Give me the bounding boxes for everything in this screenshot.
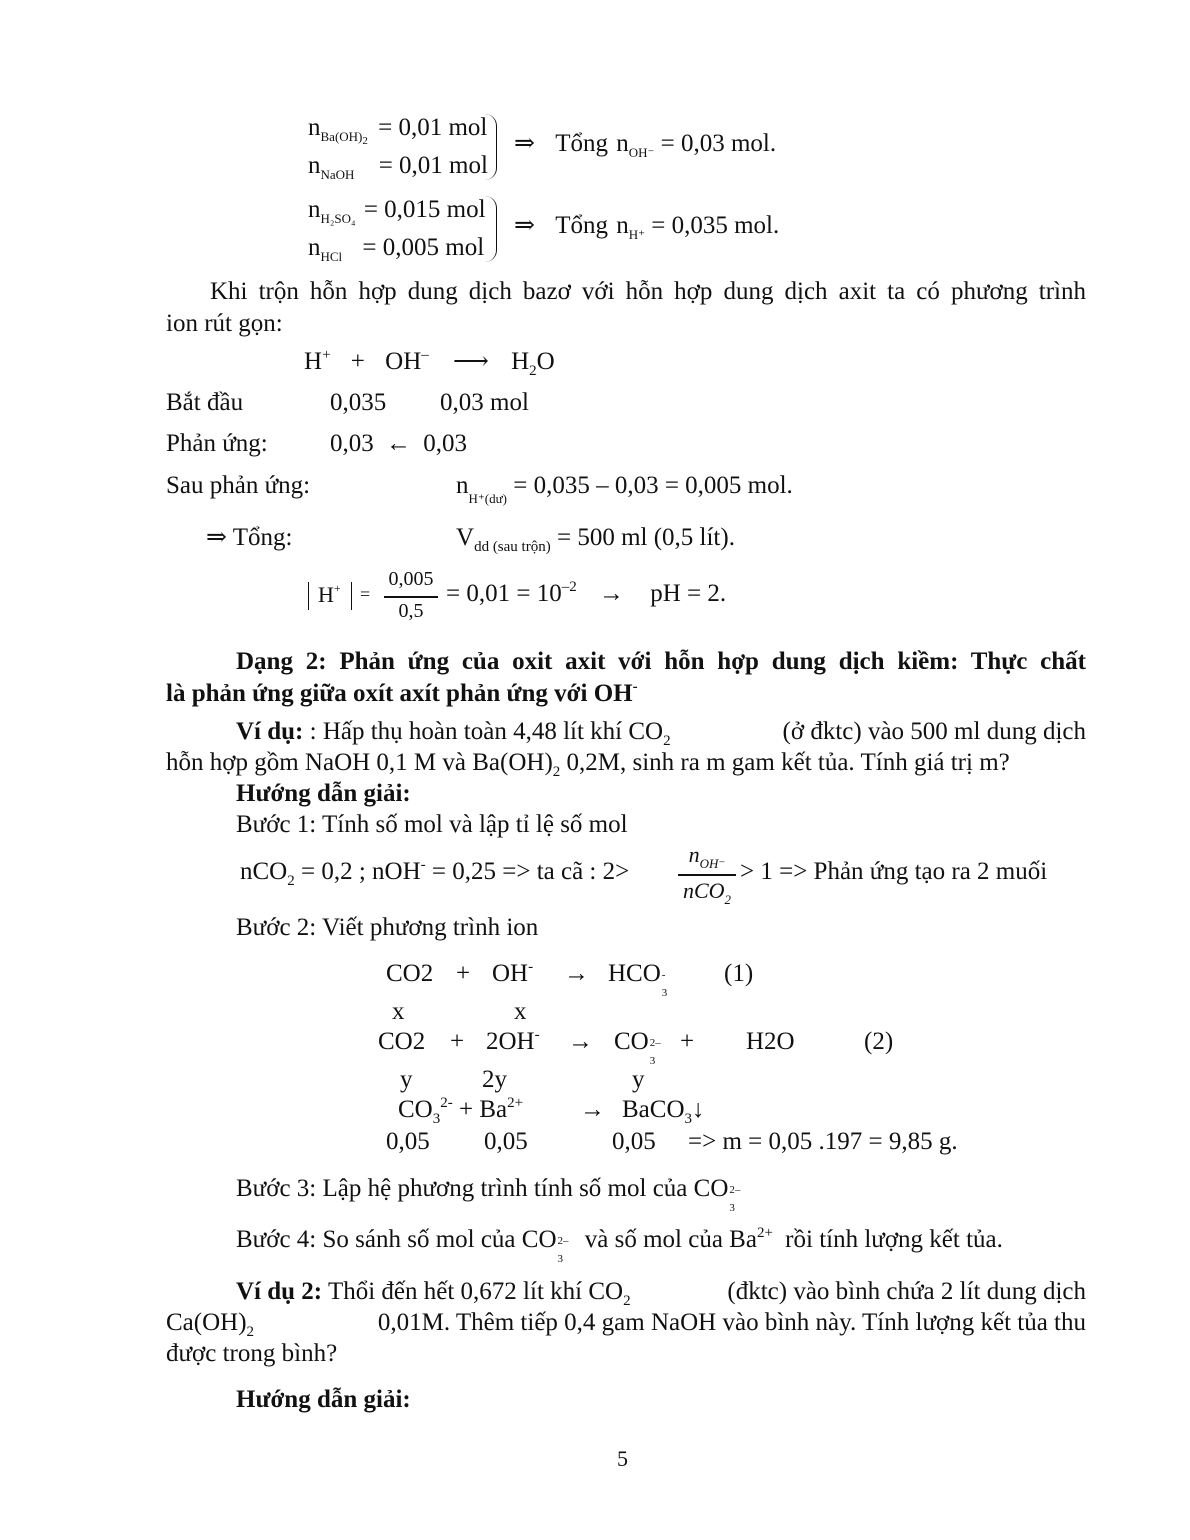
eq2-arrow: → xyxy=(568,1028,593,1055)
eq2-y2: 2y xyxy=(482,1066,507,1093)
total-label: ⇒ Tổng: xyxy=(206,524,293,551)
example1-step1: Bước 1: Tính số mol và lập tỉ lệ số mol xyxy=(236,811,628,838)
ratio-left: nCO$_2$ = 0,2 ; nOH- = 0,25 => ta cã : 2> xyxy=(240,857,630,889)
eq2-y1: y xyxy=(400,1066,413,1093)
react-values: 0,03 ← 0,03 xyxy=(330,430,467,457)
bracket-content: H+ xyxy=(318,581,341,607)
intro-line2: ion rút gọn: xyxy=(166,310,283,337)
ratio-denominator: nCO$_2$ xyxy=(682,878,732,907)
eq1-co2: CO2 xyxy=(386,960,434,987)
example2-guide: Hướng dẫn giải: xyxy=(236,1386,411,1413)
eq2-oh: 2OH- xyxy=(486,1027,540,1055)
eq3-product: BaCO$_3$↓ xyxy=(622,1096,705,1127)
eq2-h2o: H2O xyxy=(746,1028,795,1055)
eq2-product: CO 2– 3 xyxy=(614,1028,661,1067)
example1-step4: Bước 4: So sánh số mol của CO 2– 3 và số mol của $Ba^{2+}$ rồi tính lượng kết tủa. xyxy=(236,1225,1003,1265)
after-value: $n_{H^+(dư)} = 0,035 - 0,03 = 0,005$ mol. xyxy=(456,472,793,506)
brace-2 xyxy=(482,196,497,262)
eq2-y3: y xyxy=(632,1066,645,1093)
after-label: Sau phản ứng: xyxy=(166,472,311,499)
block1-result: ⇒ Tổng $n_{OH^-} = 0,03$ mol. xyxy=(514,130,777,160)
eq3-v1: 0,05 xyxy=(386,1128,430,1155)
eq3-reactants: $CO_3^{2-} + Ba^{2+}$ xyxy=(398,1095,524,1127)
eq1-number: (1) xyxy=(724,960,754,987)
eq3-arrow: → xyxy=(580,1096,605,1123)
example1-line2: hỗn hợp gồm NaOH 0,1 M và $Ba(OH)_2$ 0,2M, sinh ra m gam kết tủa. Tính giá trị m? xyxy=(166,749,1010,780)
eq3-result: => m = 0,05 .197 = 9,85 g. xyxy=(688,1128,958,1155)
ph-numerator: 0,005 xyxy=(388,568,434,590)
bracket-right xyxy=(350,582,352,610)
page-number: 5 xyxy=(617,1446,628,1471)
eq1-x2: x xyxy=(514,998,527,1025)
block2-row1: $n_{H_2SO_4} = 0,015$ mol xyxy=(308,196,486,226)
block2-row2: $n_{HCl} = 0,005$ mol xyxy=(308,234,485,264)
start-h: 0,035 xyxy=(330,389,387,416)
eq2-co2: CO2 xyxy=(378,1028,426,1055)
eq1-product: HCO - 3 xyxy=(608,960,668,999)
eq2-plus2: + xyxy=(680,1028,695,1055)
ratio-right: > 1 => Phản ứng tạo ra 2 muối xyxy=(740,858,1048,885)
intro-line1: Khi trộn hỗn hợp dung dịch bazơ với hỗn hợp dung dịch axit ta có phương trình xyxy=(210,278,1086,305)
eq2-plus: + xyxy=(450,1028,465,1055)
eq3-v3: 0,05 xyxy=(612,1128,656,1155)
brace-1 xyxy=(482,114,497,180)
eq3-v2: 0,05 xyxy=(484,1128,528,1155)
ph-result: = $0,01 = 10^{-2}$ → pH = 2. xyxy=(446,579,727,607)
example2-line3: được trong bình? xyxy=(166,1340,338,1367)
eq1-x1: x xyxy=(392,998,405,1025)
react-label: Phản ứng: xyxy=(166,430,268,457)
eq1-oh: OH- xyxy=(492,959,534,987)
dang2-heading-line2: là phản ứng giữa oxít axít phản ứng với OH- xyxy=(166,679,638,707)
start-label: Bắt đầu xyxy=(166,389,244,416)
ph-eq: = xyxy=(360,584,371,604)
example1-step3: Bước 3: Lập hệ phương trình tính số mol của CO 2– 3 xyxy=(236,1175,741,1214)
eq1-arrow: → xyxy=(564,960,589,987)
example1-guide: Hướng dẫn giải: xyxy=(236,780,411,807)
eq2-number: (2) xyxy=(864,1028,894,1055)
eq1-plus: + xyxy=(456,960,471,987)
reaction-equation: H+ + OH– ⟶ $H_2O$ xyxy=(304,347,555,379)
block1-row1: $n_{Ba(OH)_2} = 0,01$ mol xyxy=(308,114,488,147)
ph-denominator: 0,5 xyxy=(398,600,424,622)
block2-result: ⇒ Tổng $n_{H^+} = 0,035$ mol. xyxy=(514,212,780,242)
example2-line1: Ví dụ 2: Thổi đến hết 0,672 lít khí $CO_2$ (đktc) vào bình chứa 2 lít dung dịch xyxy=(236,1278,1086,1309)
ratio-numerator: $n_{OH^-}$ xyxy=(688,842,726,871)
start-oh: 0,03 mol xyxy=(440,389,529,416)
total-value: $V_{dd (sau trộn)} = 500$ ml (0,5 lít). xyxy=(456,524,735,555)
block1-row2: $n_{NaOH} = 0,01$ mol xyxy=(308,152,488,182)
ph-fraction-line xyxy=(384,596,438,598)
ratio-fraction-line xyxy=(678,874,736,876)
example1-line1: Ví dụ: : Hấp thụ hoàn toàn 4,48 lít khí $CO_2$ (ở đktc) vào 500 ml dung dịch xyxy=(236,718,1086,749)
dang2-heading-line1: Dạng 2: Phản ứng của oxit axit với hỗn hợp dung dịch kiềm: Thực chất xyxy=(236,648,1086,675)
example1-step2: Bước 2: Viết phương trình ion xyxy=(236,914,539,941)
example2-line2: $Ca(OH)_2$ 0,01M. Thêm tiếp 0,4 gam NaOH vào bình này. Tính lượng kết tủa thu xyxy=(166,1309,1086,1340)
